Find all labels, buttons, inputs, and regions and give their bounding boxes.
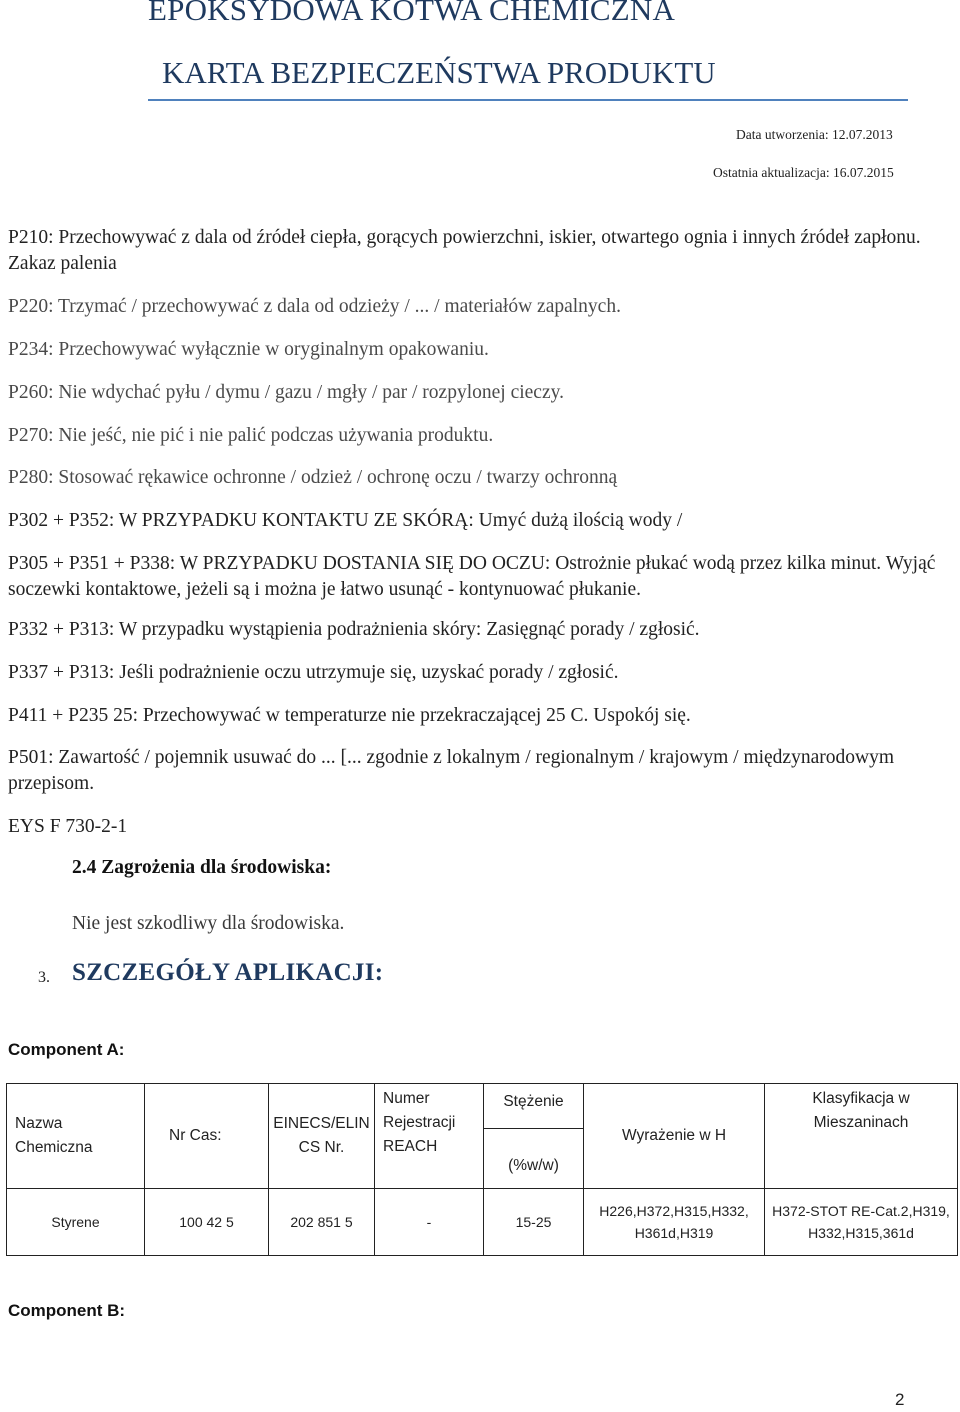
created-date: Data utworzenia: 12.07.2013: [736, 127, 893, 142]
cell-cas: 100 42 5: [145, 1189, 269, 1256]
component-a-label: Component A:: [8, 1040, 125, 1059]
header-concentration: [484, 1084, 584, 1189]
header-text: Rejestracji: [383, 1114, 456, 1131]
statement-p234: P234: Przechowywać wyłącznie w oryginalnym opakowaniu.: [8, 339, 489, 360]
statement-p260: P260: Nie wdychać pyłu / dymu / gazu / mgły / par / rozpylonej cieczy.: [8, 382, 564, 403]
statement-p501: P501: Zawartość / pojemnik usuwać do ... [... zgodnie z lokalnym / regionalnym / krajowym / międzynarodowym przepisom.: [8, 747, 894, 794]
cell-reach: -: [375, 1189, 484, 1256]
cell-text: H372-STOT RE-Cat.2,H319,: [772, 1203, 950, 1219]
header-text: Nr Cas:: [169, 1127, 222, 1144]
header-text: CS Nr.: [298, 1139, 345, 1156]
table-row: [7, 1189, 958, 1256]
section-3-title: SZCZEGÓŁY APLIKACJI:: [72, 959, 384, 986]
header-text: Nazwa: [15, 1115, 63, 1132]
header-text: Klasyfikacja w: [812, 1090, 910, 1107]
statement-p210: P210: Przechowywać z dala od źródeł ciepła, gorących powierzchni, iskier, otwartego ognia i innych źródeł zapłonu. Zakaz palenia: [8, 227, 921, 274]
header-text: Numer: [383, 1090, 430, 1107]
section-3-number: 3.: [38, 969, 50, 986]
header-text: Chemiczna: [15, 1139, 93, 1156]
cell-name: Styrene: [7, 1189, 145, 1256]
header-text: Mieszaninach: [813, 1114, 909, 1131]
header-reach: [375, 1084, 484, 1189]
statement-p332: P332 + P313: W przypadku wystąpienia podrażnienia skóry: Zasięgnąć porady / zgłosić.: [8, 619, 700, 640]
table-header-row: [7, 1084, 958, 1189]
header-text: REACH: [383, 1138, 438, 1155]
header-divider: [148, 99, 908, 101]
header-text: (%w/w): [508, 1157, 559, 1174]
page-number: 2: [895, 1390, 905, 1409]
header-inner-divider: [484, 1128, 583, 1129]
cell-text: H226,H372,H315,H332,: [599, 1203, 749, 1219]
header-cas: [145, 1084, 269, 1189]
component-a-table: [6, 1083, 958, 1256]
header-chemical-name: [7, 1084, 145, 1189]
section-2-4-text: Nie jest szkodliwy dla środowiska.: [72, 913, 345, 934]
header-h-statement: [584, 1084, 765, 1189]
statement-p302: P302 + P352: W PRZYPADKU KONTAKTU ZE SKÓRĄ: Umyć dużą ilością wody /: [8, 510, 683, 531]
header-classification: [765, 1084, 958, 1189]
cell-text: H361d,H319: [634, 1225, 714, 1241]
document-subtitle: KARTA BEZPIECZEŃSTWA PRODUKTU: [162, 55, 716, 90]
cell-concentration: 15-25: [484, 1189, 584, 1256]
header-text: EINECS/ELIN: [273, 1115, 370, 1132]
statement-p220: P220: Trzymać / przechowywać z dala od odzieży / ... / materiałów zapalnych.: [8, 296, 621, 317]
statement-p280: P280: Stosować rękawice ochronne / odzież / ochronę oczu / twarzy ochronną: [8, 467, 618, 488]
statement-eys: EYS F 730-2-1: [8, 816, 128, 837]
statement-p337: P337 + P313: Jeśli podrażnienie oczu utrzymuje się, uzyskać porady / zgłosić.: [8, 662, 619, 683]
component-b-label: Component B:: [8, 1301, 126, 1320]
statement-p270: P270: Nie jeść, nie pić i nie palić podczas używania produktu.: [8, 425, 494, 446]
header-einecs: [269, 1084, 375, 1189]
cell-h-statement: [584, 1189, 765, 1256]
header-text: Stężenie: [503, 1093, 564, 1110]
updated-date: Ostatnia aktualizacja: 16.07.2015: [713, 165, 894, 180]
document-title: EPOKSYDOWA KOTWA CHEMICZNA: [148, 0, 676, 27]
header-text: Wyrażenie w H: [621, 1127, 727, 1144]
section-2-4-heading: 2.4 Zagrożenia dla środowiska:: [72, 857, 332, 878]
cell-text: H332,H315,361d: [808, 1225, 914, 1241]
statement-p411: P411 + P235 25: Przechowywać w temperaturze nie przekraczającej 25 C. Uspokój się.: [8, 705, 691, 726]
statement-p305: P305 + P351 + P338: W PRZYPADKU DOSTANIA SIĘ DO OCZU: Ostrożnie płukać wodą przez kilka minut. Wyjąć soczewki kontaktowe, jeżeli są i można je łatwo usunąć - kontynuować płukanie.: [8, 553, 936, 600]
cell-einecs: 202 851 5: [269, 1189, 375, 1256]
cell-classification: [765, 1189, 958, 1256]
